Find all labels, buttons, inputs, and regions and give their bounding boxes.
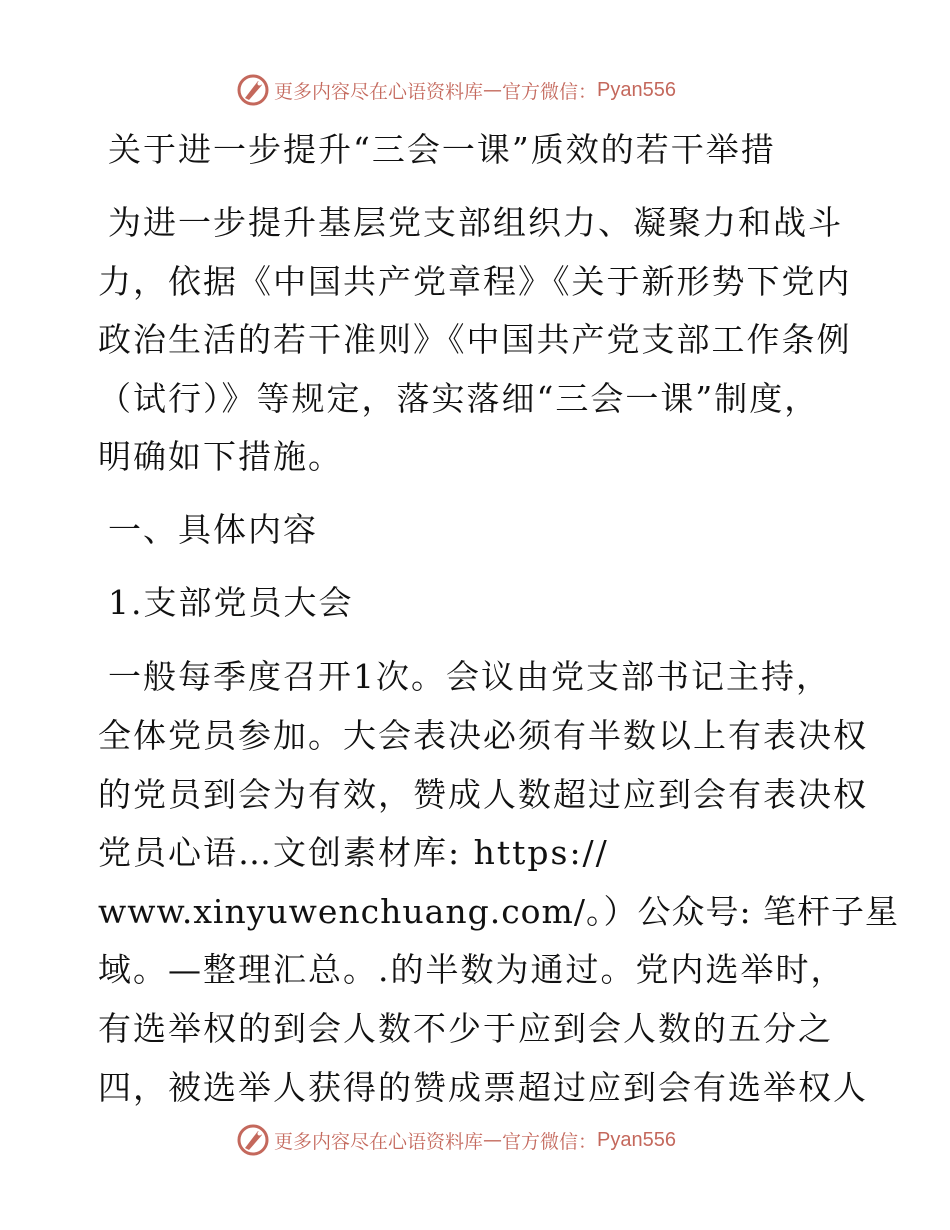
body-line-8: 四，被选举人获得的赞成票超过应到会有选举权人 (98, 1068, 868, 1107)
intro-line-4: （试行）》等规定，落实落细“三会一课”制度， (98, 379, 820, 418)
section-heading: 一、具体内容 (108, 510, 318, 549)
body-line-1: 一般每季度召开1次。会议由党支部书记主持， (108, 657, 831, 696)
subheading: 1.支部党员大会 (108, 583, 354, 622)
footer-watermark-banner (236, 1122, 676, 1158)
body-line-4: 党员心语…文创素材库: https:// (98, 833, 609, 872)
banner-dash: — (483, 79, 503, 101)
pen-nib-logo-icon (236, 73, 270, 107)
header-watermark-banner (236, 72, 676, 108)
pen-nib-logo-icon (236, 1123, 270, 1157)
banner-wechat-id: Pyan556 (597, 78, 676, 101)
banner-wechat-id: Pyan556 (597, 1128, 676, 1151)
document-title: 关于进一步提升“三会一课”质效的若干举措 (108, 130, 776, 169)
body-line-3: 的党员到会为有效，赞成人数超过应到会有表决权 (98, 775, 868, 814)
banner-site-text: 更多内容尽在心语资料库 (274, 80, 484, 103)
body-line-6: 域。—整理汇总。.的半数为通过。党内选举时， (98, 950, 846, 989)
body-line-2: 全体党员参加。大会表决必须有半数以上有表决权 (98, 716, 868, 755)
body-line-5: www.xinyuwenchuang.com/。）公众号: 笔杆子星 (98, 892, 900, 931)
intro-line-3: 政治生活的若干准则》《中国共产党支部工作条例 (98, 320, 852, 359)
banner-wechat-label: 官方微信： (502, 80, 598, 103)
banner-site-text: 更多内容尽在心语资料库 (274, 1130, 484, 1153)
intro-line-5: 明确如下措施。 (98, 437, 343, 476)
banner-wechat-label: 官方微信： (502, 1130, 598, 1153)
body-line-7: 有选举权的到会人数不少于应到会人数的五分之 (98, 1009, 833, 1048)
banner-dash: — (483, 1129, 503, 1151)
intro-line-1: 为进一步提升基层党支部组织力、凝聚力和战斗 (108, 203, 843, 242)
intro-line-2: 力，依据《中国共产党章程》《关于新形势下党内 (98, 262, 852, 301)
